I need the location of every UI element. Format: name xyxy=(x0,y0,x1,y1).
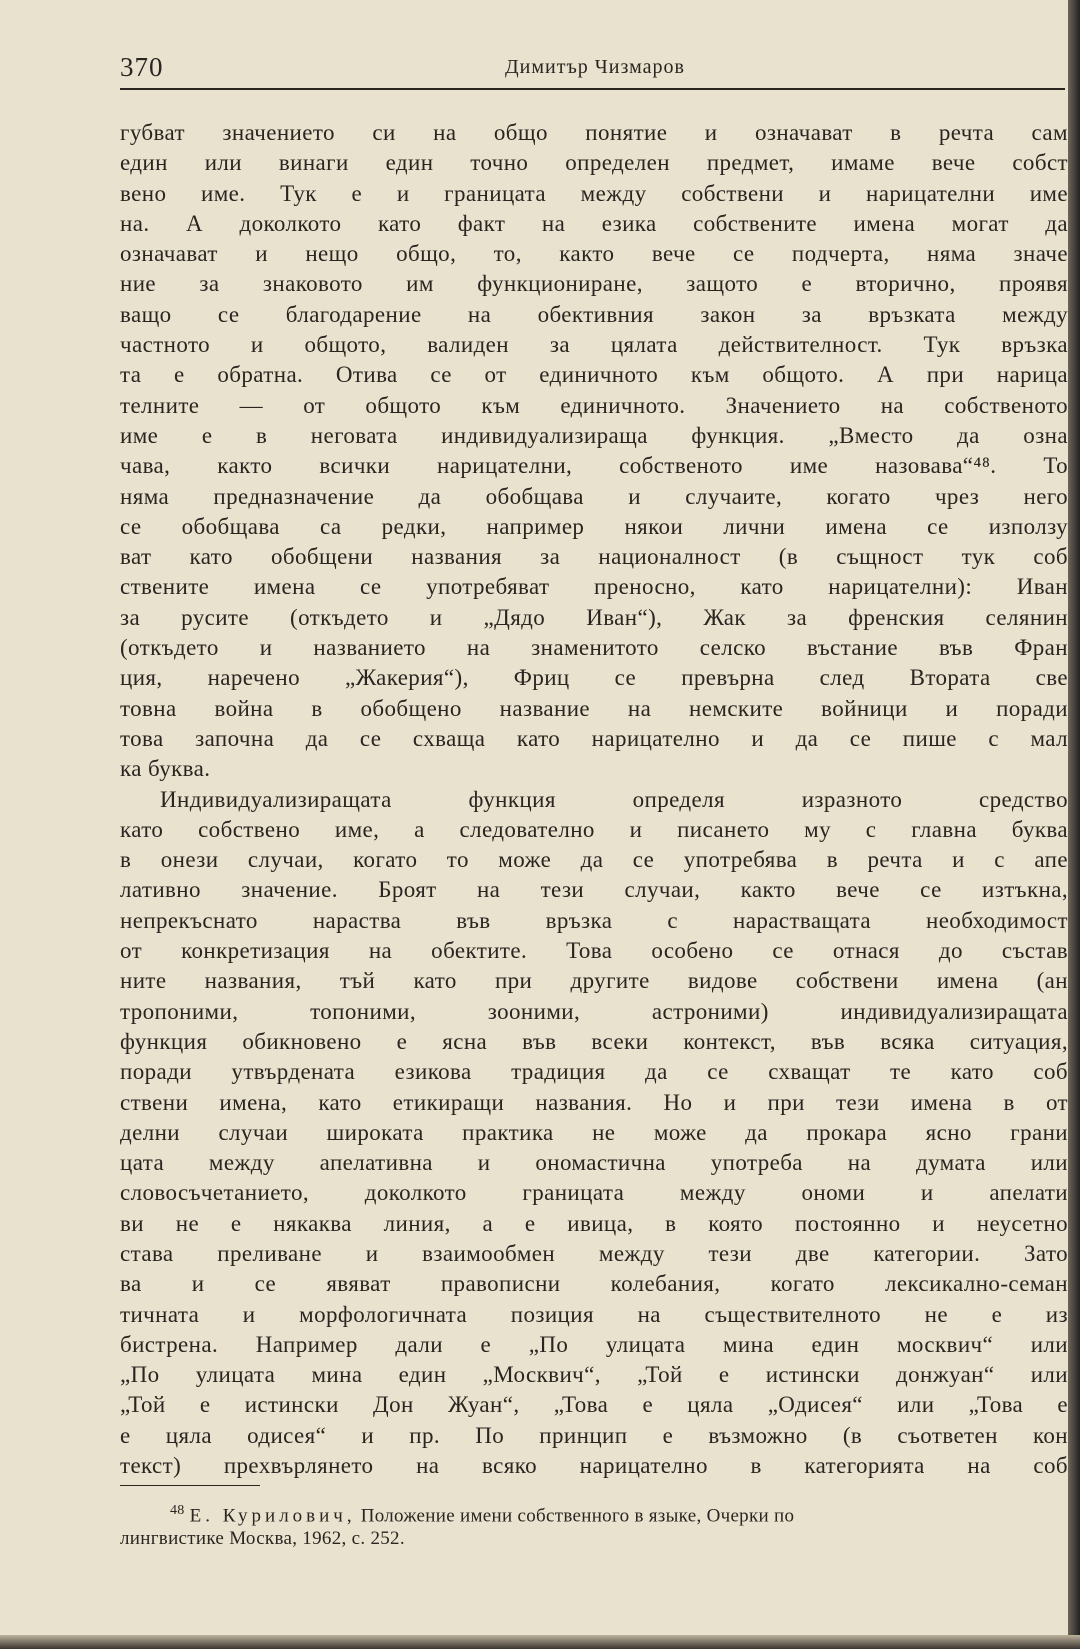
footnote-line-1 xyxy=(120,1497,1068,1525)
body-line: делни случаи широката практика не може да прокара ясно грани xyxy=(120,1119,1068,1145)
body-line: означават и нещо общо, то, както вече се подчерта, няма значе xyxy=(120,241,1068,267)
footnote-text-1: Положение имени собственного в языке, Очерки по xyxy=(360,1505,795,1527)
body-line: бистрена. Например дали е „По улицата мина един москвич“ или xyxy=(120,1331,1068,1357)
body-line: поради утвърдената езикова традиция да се схващат те като соб xyxy=(120,1059,1068,1085)
footnotes xyxy=(120,1497,1068,1553)
body-line: е цяла одисея“ и пр. По принцип е възможно (в съответен кон xyxy=(120,1422,1068,1448)
body-line: тичната и морфологичната позиция на съществителното не е из xyxy=(120,1301,1068,1327)
body-line: за русите (откъдето и „Дядо Иван“), Жак за френския селянин xyxy=(120,604,1068,630)
body-line: частното и общото, валиден за цялата действителност. Тук връзка xyxy=(120,332,1068,358)
body-line: се обобщава са редки, например някои лични имена се използу xyxy=(120,513,1068,539)
body-line: ние за знаковото им функциониране, защото е вторично, проявя xyxy=(120,271,1068,297)
header-rule xyxy=(120,88,1065,90)
body-line: име е в неговата индивидуализираща функция. „Вместо да озна xyxy=(120,422,1068,448)
body-line: „По улицата мина един „Москвич“, „Той е истински донжуан“ или xyxy=(120,1362,1068,1388)
page-number: 370 xyxy=(120,52,164,82)
footnote-text-2: лингвистике Москва, 1962, с. 252. xyxy=(120,1528,405,1549)
body-line: в онези случаи, когато то може да се употребява в речта и с апе xyxy=(120,847,1068,873)
body-line: ва и се явяват правописни колебания, когато лексикално-семан xyxy=(120,1271,1068,1297)
page-edge-bottom xyxy=(0,1635,1080,1649)
body-line: чава, както всички нарицателни, собственото име назовава“⁴⁸. То xyxy=(120,453,1068,479)
running-head: Димитър Чизмаров xyxy=(505,56,685,78)
body-line: става преливане и взаимообмен между тези две категории. Зато xyxy=(120,1240,1068,1266)
body-line: няма предназначение да обобщава и случаите, когато чрез него xyxy=(120,483,1068,509)
body-line: „Той е истински Дон Жуан“, „Това е цяла „Одисея“ или „Това е xyxy=(120,1392,1068,1418)
body-line: Индивидуализиращата функция определя изразното средство xyxy=(160,786,1068,812)
body-line: ствени имена, като етикиращи названия. Но и при тези имена в от xyxy=(120,1089,1068,1115)
body-line: цата между апелативна и ономастична употреба на думата или xyxy=(120,1150,1068,1176)
page-header xyxy=(120,52,1068,92)
body-line: непрекъснато нараства във връзка с нарастващата необходимост xyxy=(120,907,1068,933)
body-line: ните названия, тъй като при другите видове собствени имена (ан xyxy=(120,968,1068,994)
footnote-rule xyxy=(120,1485,260,1486)
body-line: на. А доколкото като факт на езика собствените имена могат да xyxy=(120,210,1068,236)
body-line: товна война в обобщено название на немските войници и поради xyxy=(120,695,1068,721)
body-line: ващо се благодарение на обективния закон за връзката между xyxy=(120,301,1068,327)
body-line: ват като обобщени названия за националност (в същност тук соб xyxy=(120,544,1068,570)
body-line: ка буква. xyxy=(120,756,211,782)
body-line: лативно значение. Броят на тези случаи, както вече се изтъкна, xyxy=(120,877,1068,903)
body-line: функция обикновено е ясна във всеки контекст, във всяка ситуация, xyxy=(120,1028,1068,1054)
footnote-author: Е. Курилович, xyxy=(189,1505,356,1527)
footnote-number: 48 xyxy=(170,1503,185,1518)
body-text xyxy=(120,118,1068,1481)
body-line: та е обратна. Отива се от единичното към общото. А при нарица xyxy=(120,362,1068,388)
body-line: словосъчетанието, доколкото границата между ономи и апелати xyxy=(120,1180,1068,1206)
body-line: като собствено име, а следователно и писането му с главна буква xyxy=(120,816,1068,842)
body-line: ви не е някаква линия, а е ивица, в която постоянно и неусетно xyxy=(120,1210,1068,1236)
body-line: телните — от общото към единичното. Значението на собственото xyxy=(120,392,1068,418)
body-line: ция, наречено „Жакерия“), Фриц се превърна след Втората све xyxy=(120,665,1068,691)
page-edge-right xyxy=(1068,0,1080,1649)
body-line: един или винаги един точно определен предмет, имаме вече собст xyxy=(120,150,1068,176)
body-line: това започна да се схваща като нарицателно и да се пише с мал xyxy=(120,725,1068,751)
footnote-line-2 xyxy=(120,1525,1068,1553)
body-line: от конкретизация на обектите. Това особено се отнася до състав xyxy=(120,938,1068,964)
body-line: тропоними, топоними, зооними, астроними) индивидуализиращата xyxy=(120,998,1068,1024)
body-line: (откъдето и названието на знаменитото селско въстание във Фран xyxy=(120,635,1068,661)
body-line: текст) прехвърлянето на всяко нарицателно в категорията на соб xyxy=(120,1453,1068,1479)
body-line: ствените имена се употребяват преносно, като нарицателни): Иван xyxy=(120,574,1068,600)
body-line: вено име. Тук е и границата между собствени и нарицателни име xyxy=(120,180,1068,206)
body-line: губват значението си на общо понятие и означават в речта сам xyxy=(120,120,1068,145)
